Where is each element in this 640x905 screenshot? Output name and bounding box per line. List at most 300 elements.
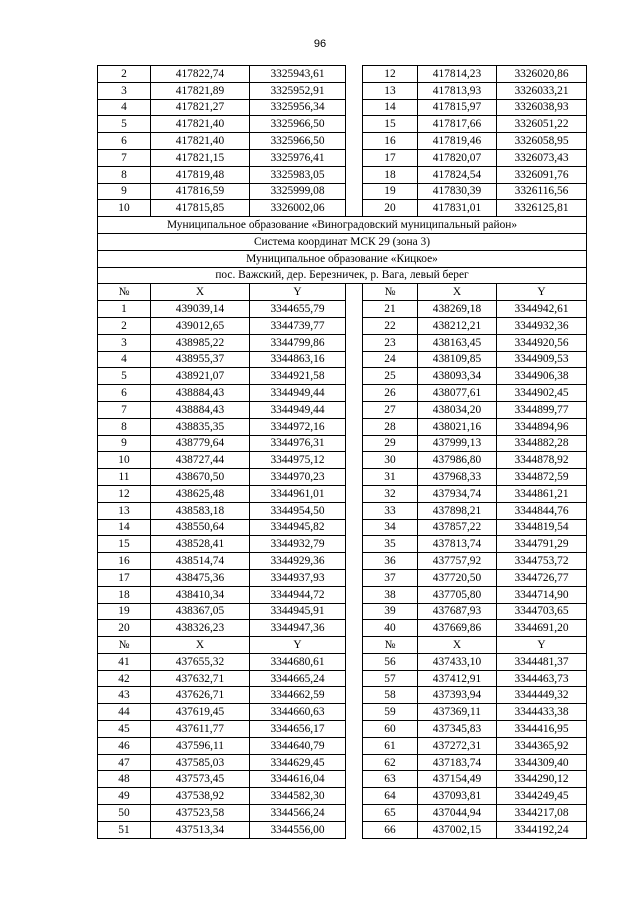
point-number-cell: 17	[363, 149, 418, 166]
y-coordinate-cell: 3344714,90	[497, 586, 587, 603]
y-coordinate-cell: 3344970,23	[250, 469, 346, 486]
y-coordinate-cell: 3344944,72	[250, 586, 346, 603]
x-coordinate-cell: 438212,21	[418, 317, 497, 334]
point-number-cell: 60	[363, 721, 418, 738]
table-row	[98, 704, 587, 721]
x-coordinate-cell: 438475,36	[151, 569, 250, 586]
point-number-cell: 17	[98, 569, 151, 586]
column-gap	[346, 670, 363, 687]
y-coordinate-cell: 3325999,08	[250, 183, 346, 200]
y-coordinate-cell: 3325952,91	[250, 82, 346, 99]
x-coordinate-cell: 417817,66	[418, 116, 497, 133]
x-coordinate-cell: 437154,49	[418, 771, 497, 788]
x-coordinate-cell: 437626,71	[151, 687, 250, 704]
y-coordinate-cell: 3344799,86	[250, 334, 346, 351]
y-coordinate-cell: 3344942,61	[497, 301, 587, 318]
point-number-cell: 35	[363, 536, 418, 553]
x-coordinate-cell: 437632,71	[151, 670, 250, 687]
y-coordinate-cell: 3344954,50	[250, 502, 346, 519]
x-coordinate-cell: 417830,39	[418, 183, 497, 200]
point-number-cell: 23	[363, 334, 418, 351]
x-coordinate-cell: 437272,31	[418, 737, 497, 754]
table-row	[98, 351, 587, 368]
x-coordinate-cell: 438955,37	[151, 351, 250, 368]
column-gap	[346, 99, 363, 116]
point-number-cell: 36	[363, 553, 418, 570]
x-coordinate-cell: 437720,50	[418, 569, 497, 586]
table-row	[98, 82, 587, 99]
y-coordinate-cell: 3344947,36	[250, 620, 346, 637]
y-coordinate-cell: 3344691,20	[497, 620, 587, 637]
point-number-cell: 46	[98, 737, 151, 754]
table-row	[98, 502, 587, 519]
table-row	[98, 116, 587, 133]
table-row	[98, 99, 587, 116]
y-coordinate-cell: 3344932,36	[497, 317, 587, 334]
y-coordinate-cell: 3344902,45	[497, 385, 587, 402]
table-row	[98, 569, 587, 586]
x-coordinate-cell: 417821,27	[151, 99, 250, 116]
point-number-cell: 39	[363, 603, 418, 620]
y-coordinate-cell: 3344863,16	[250, 351, 346, 368]
y-coordinate-cell: 3344819,54	[497, 519, 587, 536]
y-coordinate-cell: 3344949,44	[250, 401, 346, 418]
point-number-cell: 4	[98, 351, 151, 368]
x-coordinate-cell: 438835,35	[151, 418, 250, 435]
y-coordinate-cell: 3344566,24	[250, 805, 346, 822]
x-coordinate-cell: 437573,45	[151, 771, 250, 788]
y-coordinate-cell: 3344703,65	[497, 603, 587, 620]
x-coordinate-cell: 437002,15	[418, 821, 497, 838]
y-coordinate-cell: 3344878,92	[497, 452, 587, 469]
x-coordinate-cell: 438884,43	[151, 401, 250, 418]
table-row	[98, 485, 587, 502]
point-number-cell: 10	[98, 452, 151, 469]
point-number-cell: 20	[98, 620, 151, 637]
column-gap	[346, 737, 363, 754]
y-coordinate-cell: 3326020,86	[497, 66, 587, 83]
x-coordinate-cell: 438583,18	[151, 502, 250, 519]
table-row	[98, 536, 587, 553]
column-gap	[346, 754, 363, 771]
point-number-cell: 25	[363, 368, 418, 385]
point-number-cell: 62	[363, 754, 418, 771]
table-row	[98, 418, 587, 435]
column-gap	[346, 149, 363, 166]
x-coordinate-cell: 438528,41	[151, 536, 250, 553]
y-coordinate-cell: 3344894,96	[497, 418, 587, 435]
y-coordinate-cell: 3326051,22	[497, 116, 587, 133]
x-coordinate-cell: 437093,81	[418, 788, 497, 805]
column-header: №	[98, 284, 151, 301]
y-coordinate-cell: 3344791,29	[497, 536, 587, 553]
column-gap	[346, 536, 363, 553]
x-coordinate-cell: 439039,14	[151, 301, 250, 318]
page-number: 96	[313, 38, 327, 50]
x-coordinate-cell: 438077,61	[418, 385, 497, 402]
sub-municipality-title: Муниципальное образование «Кицкое»	[98, 250, 587, 267]
x-coordinate-cell: 438779,64	[151, 435, 250, 452]
y-coordinate-cell: 3344976,31	[250, 435, 346, 452]
y-coordinate-cell: 3326058,95	[497, 133, 587, 150]
x-coordinate-cell: 437513,34	[151, 821, 250, 838]
y-coordinate-cell: 3344192,24	[497, 821, 587, 838]
point-number-cell: 40	[363, 620, 418, 637]
y-coordinate-cell: 3344680,61	[250, 653, 346, 670]
header-row	[98, 284, 587, 301]
y-coordinate-cell: 3326033,21	[497, 82, 587, 99]
point-number-cell: 14	[98, 519, 151, 536]
point-number-cell: 45	[98, 721, 151, 738]
y-coordinate-cell: 3344656,17	[250, 721, 346, 738]
x-coordinate-cell: 417831,01	[418, 200, 497, 217]
y-coordinate-cell: 3344920,56	[497, 334, 587, 351]
column-header: X	[418, 284, 497, 301]
x-coordinate-cell: 417816,59	[151, 183, 250, 200]
table-row	[98, 721, 587, 738]
column-gap	[346, 653, 363, 670]
table-row	[98, 183, 587, 200]
y-coordinate-cell: 3326125,81	[497, 200, 587, 217]
y-coordinate-cell: 3325943,61	[250, 66, 346, 83]
column-gap	[346, 502, 363, 519]
x-coordinate-cell: 437934,74	[418, 485, 497, 502]
point-number-cell: 5	[98, 368, 151, 385]
x-coordinate-cell: 438985,22	[151, 334, 250, 351]
x-coordinate-cell: 437044,94	[418, 805, 497, 822]
y-coordinate-cell: 3344616,04	[250, 771, 346, 788]
y-coordinate-cell: 3344945,82	[250, 519, 346, 536]
point-number-cell: 15	[98, 536, 151, 553]
coordinate-system: Система координат МСК 29 (зона 3)	[98, 233, 587, 250]
y-coordinate-cell: 3344290,12	[497, 771, 587, 788]
x-coordinate-cell: 437183,74	[418, 754, 497, 771]
x-coordinate-cell: 437585,03	[151, 754, 250, 771]
y-coordinate-cell: 3344416,95	[497, 721, 587, 738]
table-row	[98, 754, 587, 771]
y-coordinate-cell: 3344309,40	[497, 754, 587, 771]
table-row	[98, 586, 587, 603]
x-coordinate-cell: 417824,54	[418, 166, 497, 183]
x-coordinate-cell: 417815,85	[151, 200, 250, 217]
point-number-cell: 31	[363, 469, 418, 486]
x-coordinate-cell: 437433,10	[418, 653, 497, 670]
x-coordinate-cell: 417822,74	[151, 66, 250, 83]
column-gap	[346, 334, 363, 351]
table-row	[98, 133, 587, 150]
point-number-cell: 41	[98, 653, 151, 670]
x-coordinate-cell: 438269,18	[418, 301, 497, 318]
y-coordinate-cell: 3325966,50	[250, 133, 346, 150]
y-coordinate-cell: 3344582,30	[250, 788, 346, 805]
point-number-cell: 61	[363, 737, 418, 754]
x-coordinate-cell: 438921,07	[151, 368, 250, 385]
y-coordinate-cell: 3344665,24	[250, 670, 346, 687]
table-row	[98, 469, 587, 486]
sub-municipality-title-row	[98, 250, 587, 267]
y-coordinate-cell: 3344921,58	[250, 368, 346, 385]
point-number-cell: 42	[98, 670, 151, 687]
column-gap	[346, 284, 363, 301]
y-coordinate-cell: 3326038,93	[497, 99, 587, 116]
municipality-title: Муниципальное образование «Виноградовский муниципальный район»	[98, 217, 587, 234]
table-row	[98, 788, 587, 805]
x-coordinate-cell: 438727,44	[151, 452, 250, 469]
table-row	[98, 653, 587, 670]
y-coordinate-cell: 3344217,08	[497, 805, 587, 822]
coordinates-table-body	[98, 66, 587, 839]
column-gap	[346, 435, 363, 452]
point-number-cell: 63	[363, 771, 418, 788]
x-coordinate-cell: 437813,74	[418, 536, 497, 553]
column-gap	[346, 771, 363, 788]
table-row	[98, 401, 587, 418]
x-coordinate-cell: 437986,80	[418, 452, 497, 469]
table-row	[98, 821, 587, 838]
y-coordinate-cell: 3344629,45	[250, 754, 346, 771]
x-coordinate-cell: 417814,23	[418, 66, 497, 83]
y-coordinate-cell: 3344662,59	[250, 687, 346, 704]
point-number-cell: 56	[363, 653, 418, 670]
x-coordinate-cell: 437898,21	[418, 502, 497, 519]
column-header: Y	[250, 284, 346, 301]
y-coordinate-cell: 3344655,79	[250, 301, 346, 318]
x-coordinate-cell: 417819,46	[418, 133, 497, 150]
point-number-cell: 30	[363, 452, 418, 469]
table-row	[98, 771, 587, 788]
x-coordinate-cell: 438163,45	[418, 334, 497, 351]
point-number-cell: 10	[98, 200, 151, 217]
location-description: пос. Важский, дер. Березничек, р. Вага, левый берег	[98, 267, 587, 284]
x-coordinate-cell: 438884,43	[151, 385, 250, 402]
column-gap	[346, 687, 363, 704]
y-coordinate-cell: 3344753,72	[497, 553, 587, 570]
point-number-cell: 33	[363, 502, 418, 519]
point-number-cell: 13	[98, 502, 151, 519]
column-gap	[346, 603, 363, 620]
column-gap	[346, 704, 363, 721]
column-header: Y	[250, 637, 346, 654]
table-row	[98, 385, 587, 402]
point-number-cell: 38	[363, 586, 418, 603]
x-coordinate-cell: 437619,45	[151, 704, 250, 721]
y-coordinate-cell: 3344906,38	[497, 368, 587, 385]
table-row	[98, 368, 587, 385]
point-number-cell: 16	[363, 133, 418, 150]
point-number-cell: 58	[363, 687, 418, 704]
point-number-cell: 65	[363, 805, 418, 822]
table-row	[98, 553, 587, 570]
y-coordinate-cell: 3325983,05	[250, 166, 346, 183]
point-number-cell: 3	[98, 82, 151, 99]
x-coordinate-cell: 417821,40	[151, 116, 250, 133]
point-number-cell: 24	[363, 351, 418, 368]
point-number-cell: 2	[98, 317, 151, 334]
point-number-cell: 8	[98, 166, 151, 183]
point-number-cell: 11	[98, 469, 151, 486]
table-row	[98, 149, 587, 166]
y-coordinate-cell: 3344449,32	[497, 687, 587, 704]
column-header: X	[418, 637, 497, 654]
point-number-cell: 14	[363, 99, 418, 116]
point-number-cell: 4	[98, 99, 151, 116]
x-coordinate-cell: 438093,34	[418, 368, 497, 385]
x-coordinate-cell: 437687,93	[418, 603, 497, 620]
x-coordinate-cell: 438367,05	[151, 603, 250, 620]
y-coordinate-cell: 3344961,01	[250, 485, 346, 502]
point-number-cell: 1	[98, 301, 151, 318]
y-coordinate-cell: 3344949,44	[250, 385, 346, 402]
column-gap	[346, 418, 363, 435]
y-coordinate-cell: 3326116,56	[497, 183, 587, 200]
y-coordinate-cell: 3344872,59	[497, 469, 587, 486]
column-gap	[346, 586, 363, 603]
point-number-cell: 43	[98, 687, 151, 704]
x-coordinate-cell: 437669,86	[418, 620, 497, 637]
x-coordinate-cell: 417815,97	[418, 99, 497, 116]
y-coordinate-cell: 3344945,91	[250, 603, 346, 620]
point-number-cell: 34	[363, 519, 418, 536]
point-number-cell: 19	[98, 603, 151, 620]
point-number-cell: 66	[363, 821, 418, 838]
x-coordinate-cell: 417813,93	[418, 82, 497, 99]
column-gap	[346, 485, 363, 502]
x-coordinate-cell: 437857,22	[418, 519, 497, 536]
x-coordinate-cell: 438625,48	[151, 485, 250, 502]
column-header: Y	[497, 637, 587, 654]
column-gap	[346, 401, 363, 418]
point-number-cell: 47	[98, 754, 151, 771]
point-number-cell: 32	[363, 485, 418, 502]
point-number-cell: 51	[98, 821, 151, 838]
x-coordinate-cell: 438514,74	[151, 553, 250, 570]
y-coordinate-cell: 3344726,77	[497, 569, 587, 586]
point-number-cell: 20	[363, 200, 418, 217]
column-gap	[346, 133, 363, 150]
x-coordinate-cell: 437369,11	[418, 704, 497, 721]
column-gap	[346, 620, 363, 637]
point-number-cell: 9	[98, 435, 151, 452]
point-number-cell: 18	[98, 586, 151, 603]
y-coordinate-cell: 3326002,06	[250, 200, 346, 217]
coordinates-table	[97, 65, 587, 839]
table-row	[98, 452, 587, 469]
y-coordinate-cell: 3344481,37	[497, 653, 587, 670]
point-number-cell: 27	[363, 401, 418, 418]
column-gap	[346, 116, 363, 133]
table-row	[98, 737, 587, 754]
x-coordinate-cell: 438021,16	[418, 418, 497, 435]
column-gap	[346, 183, 363, 200]
y-coordinate-cell: 3344932,79	[250, 536, 346, 553]
column-gap	[346, 200, 363, 217]
y-coordinate-cell: 3325976,41	[250, 149, 346, 166]
y-coordinate-cell: 3344899,77	[497, 401, 587, 418]
x-coordinate-cell: 437345,83	[418, 721, 497, 738]
column-gap	[346, 637, 363, 654]
y-coordinate-cell: 3344909,53	[497, 351, 587, 368]
x-coordinate-cell: 438550,64	[151, 519, 250, 536]
column-gap	[346, 301, 363, 318]
column-gap	[346, 519, 363, 536]
point-number-cell: 37	[363, 569, 418, 586]
table-row	[98, 317, 587, 334]
table-row	[98, 620, 587, 637]
municipality-title-row	[98, 217, 587, 234]
x-coordinate-cell: 417821,15	[151, 149, 250, 166]
point-number-cell: 19	[363, 183, 418, 200]
y-coordinate-cell: 3344365,92	[497, 737, 587, 754]
point-number-cell: 48	[98, 771, 151, 788]
column-header: X	[151, 284, 250, 301]
y-coordinate-cell: 3325966,50	[250, 116, 346, 133]
x-coordinate-cell: 437393,94	[418, 687, 497, 704]
point-number-cell: 12	[363, 66, 418, 83]
column-gap	[346, 469, 363, 486]
table-row	[98, 603, 587, 620]
column-gap	[346, 553, 363, 570]
point-number-cell: 7	[98, 401, 151, 418]
y-coordinate-cell: 3326091,76	[497, 166, 587, 183]
point-number-cell: 12	[98, 485, 151, 502]
header-row	[98, 637, 587, 654]
column-header: №	[98, 637, 151, 654]
table-row	[98, 670, 587, 687]
point-number-cell: 9	[98, 183, 151, 200]
x-coordinate-cell: 417820,07	[418, 149, 497, 166]
y-coordinate-cell: 3344556,00	[250, 821, 346, 838]
y-coordinate-cell: 3344640,79	[250, 737, 346, 754]
point-number-cell: 16	[98, 553, 151, 570]
column-gap	[346, 82, 363, 99]
x-coordinate-cell: 438326,23	[151, 620, 250, 637]
column-gap	[346, 821, 363, 838]
coordinate-system-row	[98, 233, 587, 250]
x-coordinate-cell: 437538,92	[151, 788, 250, 805]
x-coordinate-cell: 437412,91	[418, 670, 497, 687]
column-gap	[346, 788, 363, 805]
x-coordinate-cell: 438670,50	[151, 469, 250, 486]
point-number-cell: 7	[98, 149, 151, 166]
x-coordinate-cell: 437655,32	[151, 653, 250, 670]
point-number-cell: 22	[363, 317, 418, 334]
column-gap	[346, 721, 363, 738]
x-coordinate-cell: 437523,58	[151, 805, 250, 822]
point-number-cell: 5	[98, 116, 151, 133]
column-gap	[346, 805, 363, 822]
point-number-cell: 57	[363, 670, 418, 687]
point-number-cell: 3	[98, 334, 151, 351]
column-gap	[346, 452, 363, 469]
point-number-cell: 49	[98, 788, 151, 805]
point-number-cell: 6	[98, 385, 151, 402]
y-coordinate-cell: 3344937,93	[250, 569, 346, 586]
column-gap	[346, 569, 363, 586]
y-coordinate-cell: 3344739,77	[250, 317, 346, 334]
point-number-cell: 59	[363, 704, 418, 721]
column-header: Y	[497, 284, 587, 301]
table-row	[98, 301, 587, 318]
point-number-cell: 8	[98, 418, 151, 435]
point-number-cell: 64	[363, 788, 418, 805]
x-coordinate-cell: 437999,13	[418, 435, 497, 452]
point-number-cell: 6	[98, 133, 151, 150]
x-coordinate-cell: 437757,92	[418, 553, 497, 570]
point-number-cell: 29	[363, 435, 418, 452]
y-coordinate-cell: 3344972,16	[250, 418, 346, 435]
x-coordinate-cell: 437611,77	[151, 721, 250, 738]
x-coordinate-cell: 438410,34	[151, 586, 250, 603]
